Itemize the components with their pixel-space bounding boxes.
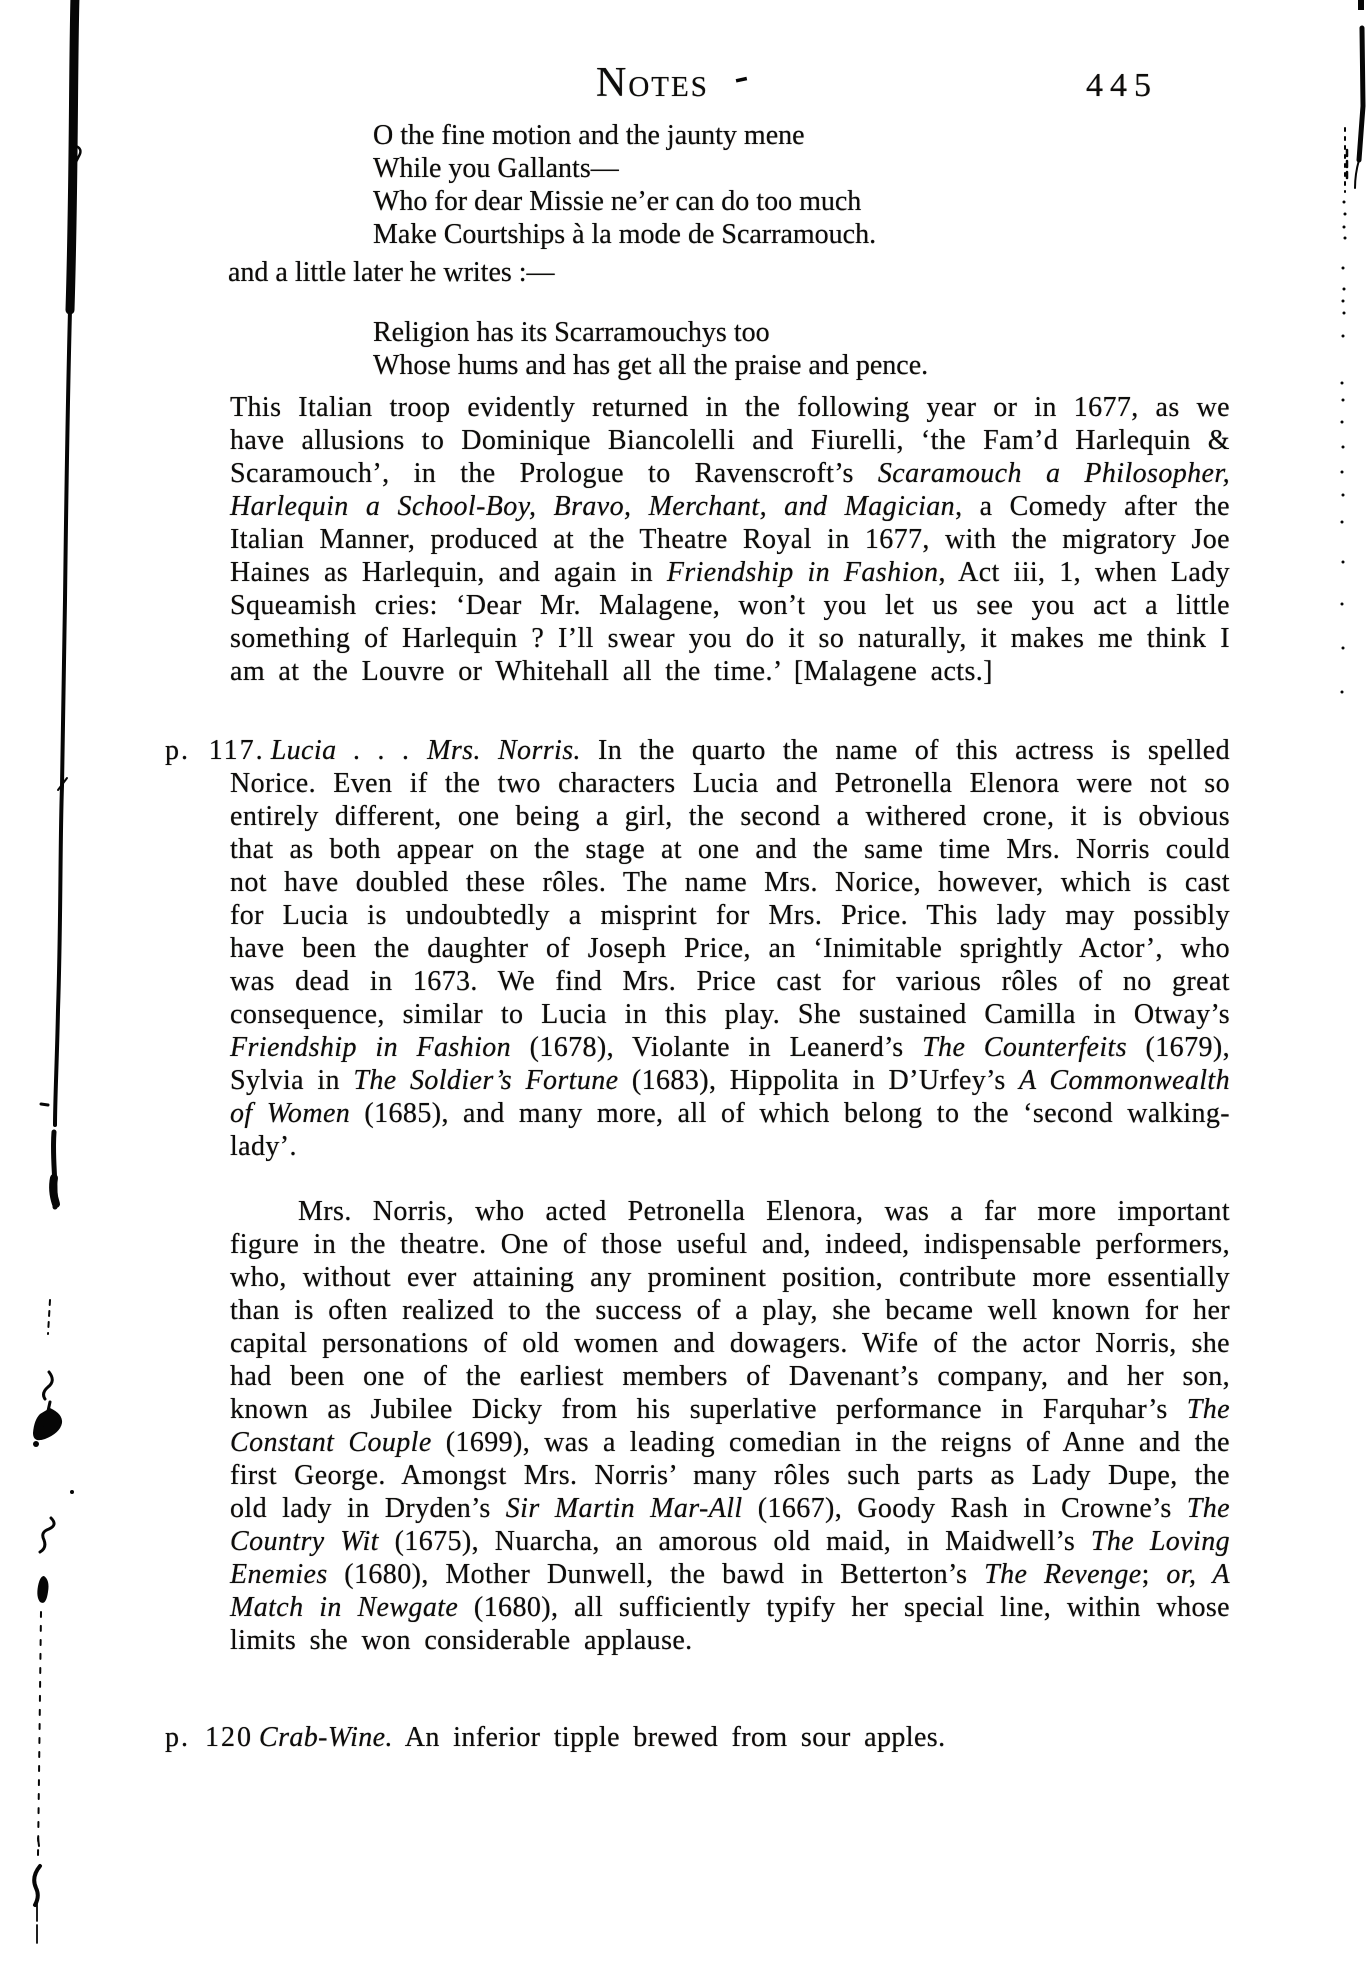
page-title: Notes	[596, 60, 709, 106]
work-title: The Constant Couple	[230, 1394, 1230, 1458]
note-body	[259, 1722, 945, 1753]
text-run: (1680), Mother Dunwell, the bawd in Betterton’s	[327, 1559, 985, 1590]
text-run: (1667), Goody Rash in Crowne’s	[742, 1493, 1187, 1524]
work-title: The Loving Enemies	[230, 1526, 1230, 1590]
margin-ink-blob-2	[37, 1576, 48, 1603]
gutter-shadow-mid	[55, 310, 70, 1125]
right-speck	[1341, 521, 1344, 524]
right-speck	[1342, 647, 1345, 650]
work-title: Lucia . . . Mrs. Norris.	[270, 735, 581, 766]
work-title: Scaramouch a Philosopher, Harlequin a School-Boy, Bravo, Merchant, and Magician	[230, 458, 1230, 522]
gutter-kink-mark	[58, 778, 67, 790]
text-run: In the quarto the name of this actress is spelled Norice. Even if the two characters Lucia and Petronella Elenora were not so entirely different, one being a girl, the second a withered crone, it is obvious that as both appear on the stage at one and the same time Mrs. Norris could not have doubled these rôles. The name Mrs. Norice, however, which is cast for Lucia is undoubtedly a misprint for Mrs. Price. This lady may possibly have been the daughter of Joseph Price, an ‘Inimitable sprightly Actor’, who was dead in 1673. We find Mrs. Price cast for various rôles of no great consequence, similar to Lucia in this play. She sustained Camilla in Otway’s	[230, 735, 1230, 1030]
paragraph-mrs-norris	[230, 1195, 1230, 1657]
right-speck	[1341, 421, 1344, 424]
right-speck	[1343, 288, 1346, 291]
right-speck	[1341, 382, 1344, 385]
margin-dash-trail	[48, 1300, 50, 1334]
note-page-label: p. 117.	[165, 735, 265, 766]
work-title: The Counterfeits	[922, 1032, 1128, 1063]
margin-squiggle-1	[44, 1372, 53, 1399]
right-speck	[1341, 471, 1344, 474]
margin-hook-mark	[75, 146, 80, 164]
right-edge-tail	[1355, 160, 1359, 188]
interlude-line: and a little later he writes :—	[228, 257, 555, 288]
text-run: Mrs. Norris, who acted Petronella Elenora, was a far more important figure in the theatre. One of those useful and, indeed, indispensable performers, who, without ever attaining any prominent position, contribute more essentially than is often realized to the success of a play, she became well known for her capital personations of old women and dowagers. Wife of the actor Norris, she had been one of the earliest members of Davenant’s company, and her son, known as Jubilee Dicky from his superlative performance in Farquhar’s	[230, 1196, 1230, 1425]
note-entry-p117	[165, 734, 1230, 1163]
work-title: Friendship in Fashion	[666, 557, 939, 588]
text-run: (1685), and many more, all of which belong to the ‘second walking-lady’.	[230, 1098, 1230, 1162]
work-title: Crab-Wine.	[259, 1722, 393, 1753]
note-entry-p120	[165, 1721, 1230, 1754]
right-speck	[1342, 335, 1345, 338]
gutter-shadow-low	[53, 1132, 55, 1207]
text-run: (1679), Sylvia in	[230, 1032, 1230, 1096]
text-run: (1699), was a leading comedian in the reigns of Anne and the first George. Amongst Mrs. Norris’ many rôles such parts as Lady Dupe, the old lady in Dryden’s	[230, 1427, 1230, 1524]
verse-line: Make Courtships à la mode de Scarramouch.	[373, 219, 877, 250]
work-title: The Revenge	[984, 1559, 1142, 1590]
work-title: or, A Match in Newgate	[230, 1559, 1230, 1623]
verse-line: Who for dear Missie ne’er can do too much	[373, 186, 862, 217]
verse-line: While you Gallants—	[373, 153, 619, 184]
header-speck	[736, 77, 747, 83]
right-speck	[1344, 237, 1347, 240]
right-speck	[1341, 691, 1344, 694]
text-run: (1675), Nuarcha, an amorous old maid, in Maidwell’s	[378, 1526, 1091, 1557]
margin-curl-mark	[40, 1518, 54, 1552]
text-run: (1680), all sufficiently typify her special line, within whose limits she won considerable applause.	[230, 1592, 1231, 1656]
right-speck	[1343, 312, 1346, 315]
paragraph-italian-troop	[230, 391, 1230, 688]
note-body	[230, 735, 1230, 1162]
page-number: 445	[1086, 67, 1158, 104]
text-run: An inferior tipple brewed from sour apples.	[392, 1722, 946, 1753]
verse-line: Religion has its Scarramouchys too	[373, 317, 770, 348]
text-run: , a Comedy after the Italian Manner, produced at the Theatre Royal in 1677, with the migratory Joe Haines as Harlequin, and again in	[230, 491, 1230, 588]
text-run: , Act iii, 1, when Lady Squeamish cries: ‘Dear Mr. Malagene, won’t you let us see you act a little something of Harlequin ? I’ll swear you do it so naturally, it makes me think I am at the Louvre or Whitehall all the time.’ [Malagene acts.]	[230, 557, 1231, 687]
verse-line: Whose hums and has get all the praise and pence.	[373, 350, 929, 381]
top-right-corner-mark	[1358, 0, 1364, 10]
right-speck	[1343, 226, 1346, 229]
margin-ink-blot	[33, 1408, 62, 1440]
margin-ink-dot-2	[70, 1490, 74, 1494]
margin-dotted-line	[38, 1612, 41, 1855]
margin-tick-mark	[41, 1104, 48, 1105]
right-speck	[1342, 561, 1345, 564]
work-title: The Soldier’s Fortune	[353, 1065, 619, 1096]
margin-ink-dot-1	[33, 1441, 39, 1447]
right-speck	[1341, 603, 1344, 606]
work-title: A Commonwealth of Women	[230, 1065, 1231, 1129]
right-speck	[1342, 300, 1345, 303]
work-title: The Country Wit	[230, 1493, 1230, 1557]
text-run: (1683), Hippolita in D’Urfey’s	[618, 1065, 1020, 1096]
work-title: Sir Martin Mar-All	[505, 1493, 743, 1524]
right-speck	[1342, 446, 1345, 449]
text-run: This Italian troop evidently returned in the following year or in 1677, as we have allusions to Dominique Biancolelli and Fiurelli, ‘the Fam’d Harlequin & Scaramouch’, in the Prologue to Ravenscroft’s	[230, 392, 1230, 489]
right-speck	[1342, 494, 1345, 497]
note-page-label: p. 120	[165, 1722, 253, 1753]
right-edge-line	[1359, 28, 1363, 160]
text-run: (1678), Violante in Leanerd’s	[511, 1032, 923, 1063]
verse-quotation-1	[373, 119, 876, 251]
right-speck	[1342, 399, 1345, 402]
margin-squiggle-2	[34, 1866, 40, 1905]
margin-ink-blot-lobe	[34, 1426, 47, 1440]
margin-dash-2	[48, 1402, 50, 1411]
right-speck	[1343, 201, 1346, 204]
verse-line: O the fine motion and the jaunty mene	[373, 120, 805, 151]
verse-quotation-2	[373, 316, 928, 382]
text-run: ;	[1141, 1559, 1167, 1590]
gutter-shadow-top	[70, 0, 75, 310]
right-speck	[1342, 267, 1345, 270]
right-speck	[1344, 213, 1347, 216]
work-title: Friendship in Fashion	[230, 1032, 512, 1063]
margin-dash-3	[38, 1838, 39, 1846]
gutter-blob-end	[53, 1178, 56, 1204]
